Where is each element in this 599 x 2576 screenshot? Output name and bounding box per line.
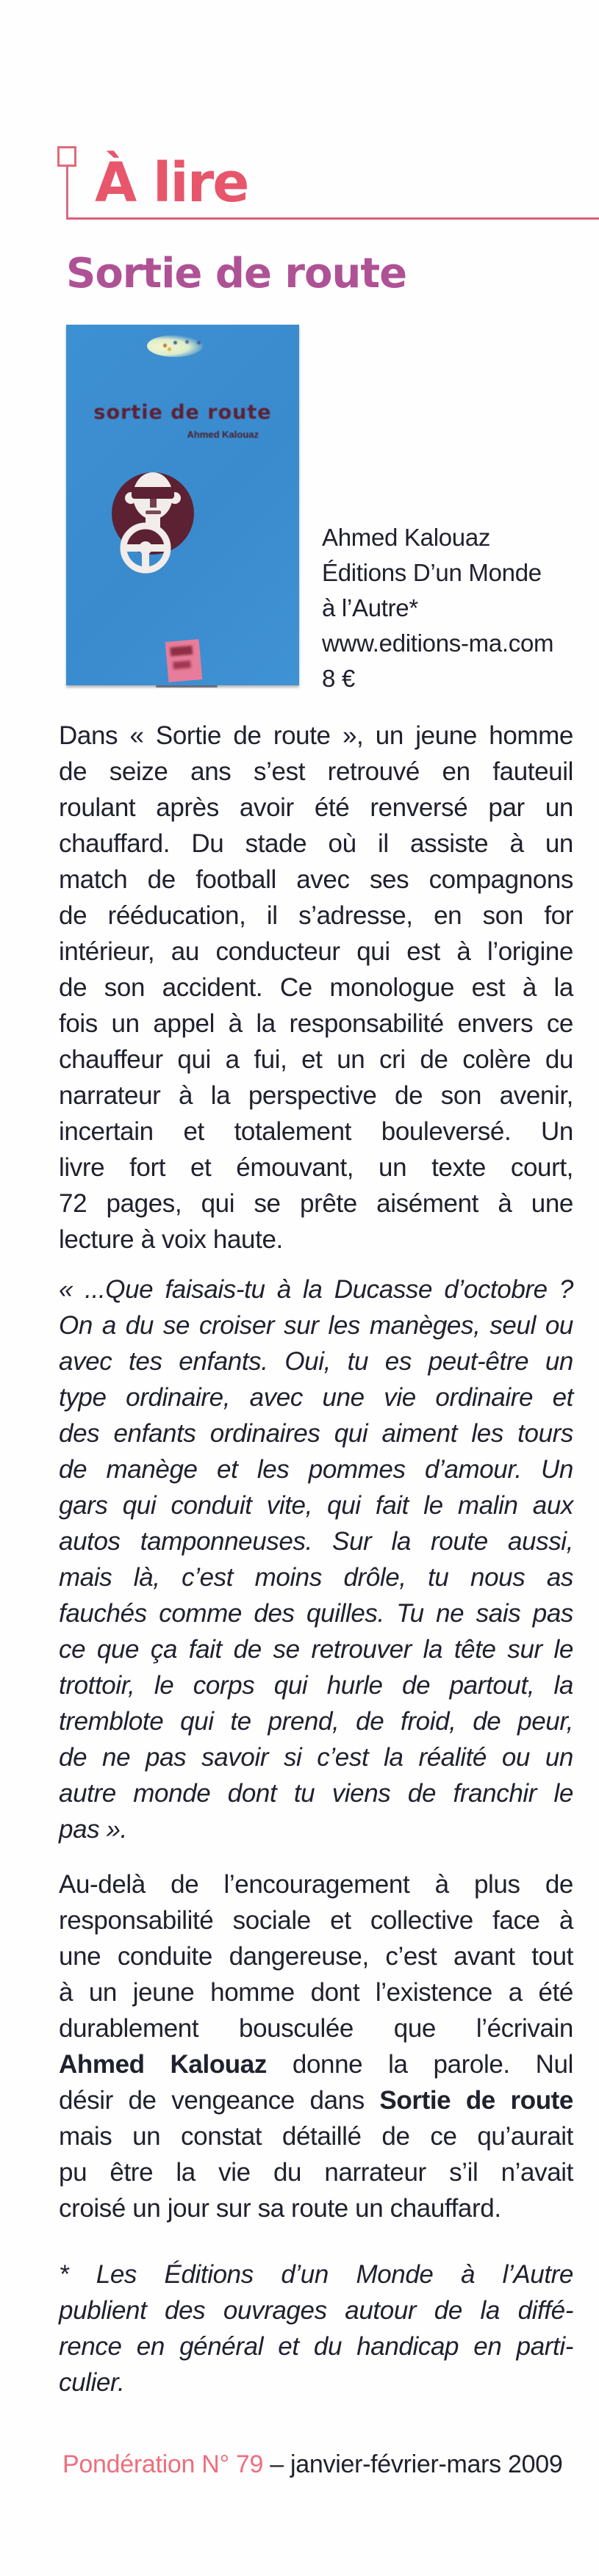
text-line: fois un appel à la responsabilité envers ce — [59, 1009, 573, 1038]
text-line: On a du se croiser sur les manèges, seul ou — [59, 1311, 573, 1340]
text-line: trottoir, le corps qui hurle de partout, la — [59, 1671, 573, 1700]
glasses-shape — [132, 487, 174, 499]
book-price: 8 € — [322, 665, 355, 692]
book-website: www.editions-ma.com — [322, 629, 554, 657]
text-line: autre monde dont tu viens de franchir le — [59, 1779, 573, 1808]
text-line: gars qui conduit vite, qui fait le malin aux — [59, 1491, 573, 1520]
text-line: des enfants ordinaires qui aiment les tours — [59, 1419, 573, 1448]
text-line: autos tamponneuses. Sur la route aussi, — [59, 1527, 573, 1556]
paragraph-3 — [59, 1866, 573, 2226]
page-footer — [62, 2450, 562, 2479]
book-info-block — [322, 520, 553, 696]
publisher-stamp — [165, 639, 203, 682]
text-line: pas ». — [59, 1815, 127, 1844]
book-cover — [66, 325, 299, 685]
text-line: intérieur, au conducteur qui est à l’origine — [59, 937, 573, 966]
book-publisher-line1: Éditions D’un Monde — [322, 559, 542, 586]
text-line: croisé un jour sur sa route un chauffard. — [59, 2194, 501, 2223]
text-line: narrateur à la perspective de son avenir, — [59, 1081, 573, 1110]
cover-author: Ahmed Kalouaz — [187, 429, 259, 440]
section-bullet-square — [57, 146, 76, 167]
text-line: de manège et les pommes d’amour. Un — [59, 1455, 573, 1484]
text-line: match de football avec ses compagnons — [59, 865, 573, 894]
text-line: roulant après avoir été renversé par un — [59, 793, 573, 822]
journal-name: Pondération N° 79 — [62, 2450, 264, 2478]
text-line: durablement bousculée que l’écrivain — [59, 2014, 573, 2043]
paragraph-2 — [59, 1271, 573, 1847]
text-line: de rééducation, il s’adresse, en son for — [59, 901, 573, 930]
text-line: à un jeune homme dont l’existence a été — [59, 1978, 573, 2007]
text-line: * Les Éditions d’un Monde à l’Autre — [59, 2260, 573, 2289]
text-line: une conduite dangereuse, c’est avant tout — [59, 1942, 573, 1971]
text-line: culier. — [59, 2368, 125, 2397]
book-publisher-line2: à l’Autre* — [322, 594, 418, 621]
cover-shadow — [156, 685, 218, 688]
text-line: avec tes enfants. Oui, tu es peut-être un — [59, 1347, 573, 1376]
text-line: type ordinaire, avec une vie ordinaire et — [59, 1383, 573, 1412]
text-line: chauffard. Du stade où il assiste à un — [59, 829, 573, 858]
text-line: Au-delà de l’encouragement à plus de — [59, 1870, 573, 1899]
section-title: À lire — [95, 151, 248, 214]
text-line: fauchés comme des quilles. Tu ne sais pas — [59, 1599, 573, 1628]
text-line: publient des ouvrages autour de la diffé- — [59, 2296, 573, 2325]
paragraph-1 — [59, 718, 573, 1258]
text-line: Ahmed Kalouaz donne la parole. Nul — [59, 2050, 573, 2079]
text-line: rence en général et du handicap en parti- — [59, 2332, 573, 2361]
text-line: de seize ans s’est retrouvé en fauteuil — [59, 757, 573, 786]
paragraph-4 — [59, 2256, 573, 2400]
text-line: 72 pages, qui se prête aisément à une — [59, 1189, 573, 1218]
article-title: Sortie de route — [66, 250, 407, 297]
text-line: désir de vengeance dans Sortie de route — [59, 2086, 573, 2115]
text-line: livre fort et émouvant, un texte court, — [59, 1153, 573, 1182]
issue-date: – janvier-février-mars 2009 — [263, 2450, 563, 2478]
text-line: chauffeur qui a fui, et un cri de colère du — [59, 1045, 573, 1074]
text-line: de son accident. Ce monologue est à la — [59, 973, 573, 1002]
header-rule-vertical — [66, 166, 68, 219]
text-line: pu être la vie du narrateur s’il n’avait — [59, 2158, 573, 2187]
text-line: mais là, c’est moins drôle, tu nous as — [59, 1563, 573, 1592]
text-line: lecture à voix haute. — [59, 1225, 283, 1254]
cover-title: sortie de route — [93, 401, 272, 424]
text-line: incertain et totalement bouleversé. Un — [59, 1117, 573, 1146]
text-line: de ne pas savoir si c’est la réalité ou un — [59, 1743, 573, 1772]
header-rule-horizontal — [66, 217, 599, 220]
text-line: ce que ça fait de se retrouver la tête sur le — [59, 1635, 573, 1664]
text-line: mais un constat détaillé de ce qu’aurait — [59, 2122, 573, 2151]
book-author: Ahmed Kalouaz — [322, 524, 491, 551]
text-line: tremblote qui te prend, de froid, de peur, — [59, 1707, 573, 1736]
text-line: « ...Que faisais-tu à la Ducasse d’octobre ? — [59, 1275, 573, 1304]
cover-illustration — [66, 325, 299, 685]
text-line: Dans « Sortie de route », un jeune homme — [59, 721, 573, 750]
text-line: responsabilité sociale et collective face à — [59, 1906, 573, 1935]
